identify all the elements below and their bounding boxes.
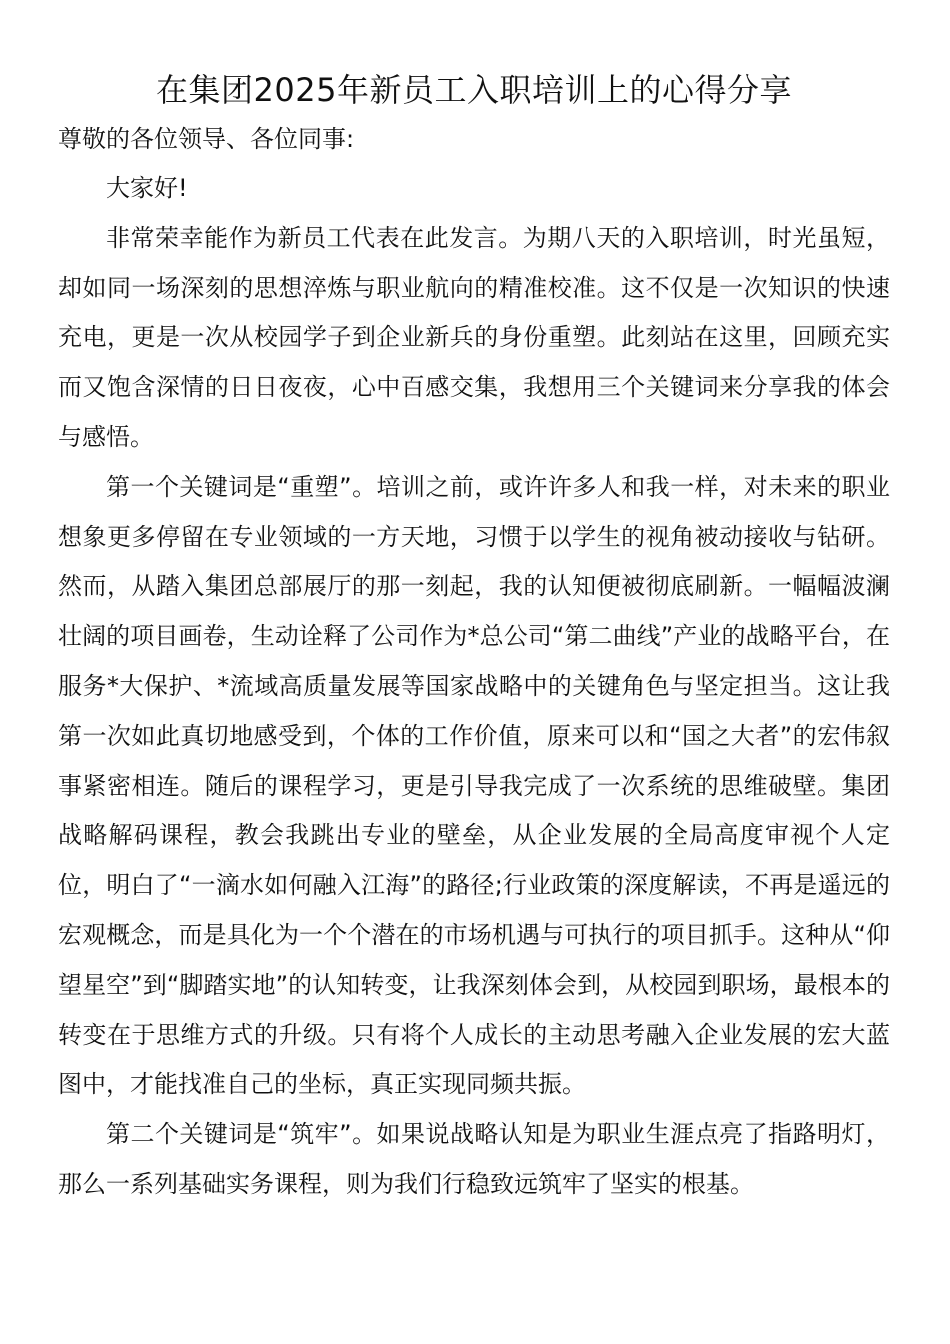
paragraph-greeting: 大家好! bbox=[106, 174, 188, 202]
paragraph-intro: 非常荣幸能作为新员工代表在此发言。为期八天的入职培训，时光虽短，却如同一场深刻的思想淬炼与职业航向的精准校准。这不仅是一次知识的快速充电，更是一次从校园学子到企业新兵的身份重塑。此刻站在这里，回顾充实而又饱含深情的日日夜夜，心中百感交集，我想用三个关键词来分享我的体会与感悟。 bbox=[58, 223, 890, 451]
paragraph-keyword-reshape: 第一个关键词是“重塑”。培训之前，或许许多人和我一样，对未来的职业想象更多停留在专业领域的一方天地，习惯于以学生的视角被动接收与钻研。然而，从踏入集团总部展厅的那一刻起，我的认知便被彻底刷新。一幅幅波澜壮阔的项目画卷，生动诠释了公司作为*总公司“第二曲线”产业的战略平台，在服务*大保护、*流域高质量发展等国家战略中的关键角色与坚定担当。这让我第一次如此真切地感受到，个体的工作价值，原来可以和“国之大者”的宏伟叙事紧密相连。随后的课程学习，更是引导我完成了一次系统的思维破壁。集团战略解码课程，教会我跳出专业的壁垒，从企业发展的全局高度审视个人定位，明白了“一滴水如何融入江海”的路径;行业政策的深度解读，不再是遥远的宏观概念，而是具化为一个个潜在的市场机遇与可执行的项目抓手。这种从“仰望星空”到“脚踏实地”的认知转变，让我深刻体会到，从校园到职场，最根本的转变在于思维方式的升级。只有将个人成长的主动思考融入企业发展的宏大蓝图中，才能找准自己的坐标，真正实现同频共振。 bbox=[58, 472, 890, 1099]
document-page bbox=[58, 66, 890, 1210]
paragraph-keyword-foundation: 第二个关键词是“筑牢”。如果说战略认知是为职业生涯点亮了指路明灯，那么一系列基础实务课程，则为我们行稳致远筑牢了坚实的根基。 bbox=[58, 1120, 890, 1198]
document-title: 在集团2025年新员工入职培训上的心得分享 bbox=[156, 71, 792, 109]
salutation: 尊敬的各位领导、各位同事: bbox=[58, 125, 355, 153]
